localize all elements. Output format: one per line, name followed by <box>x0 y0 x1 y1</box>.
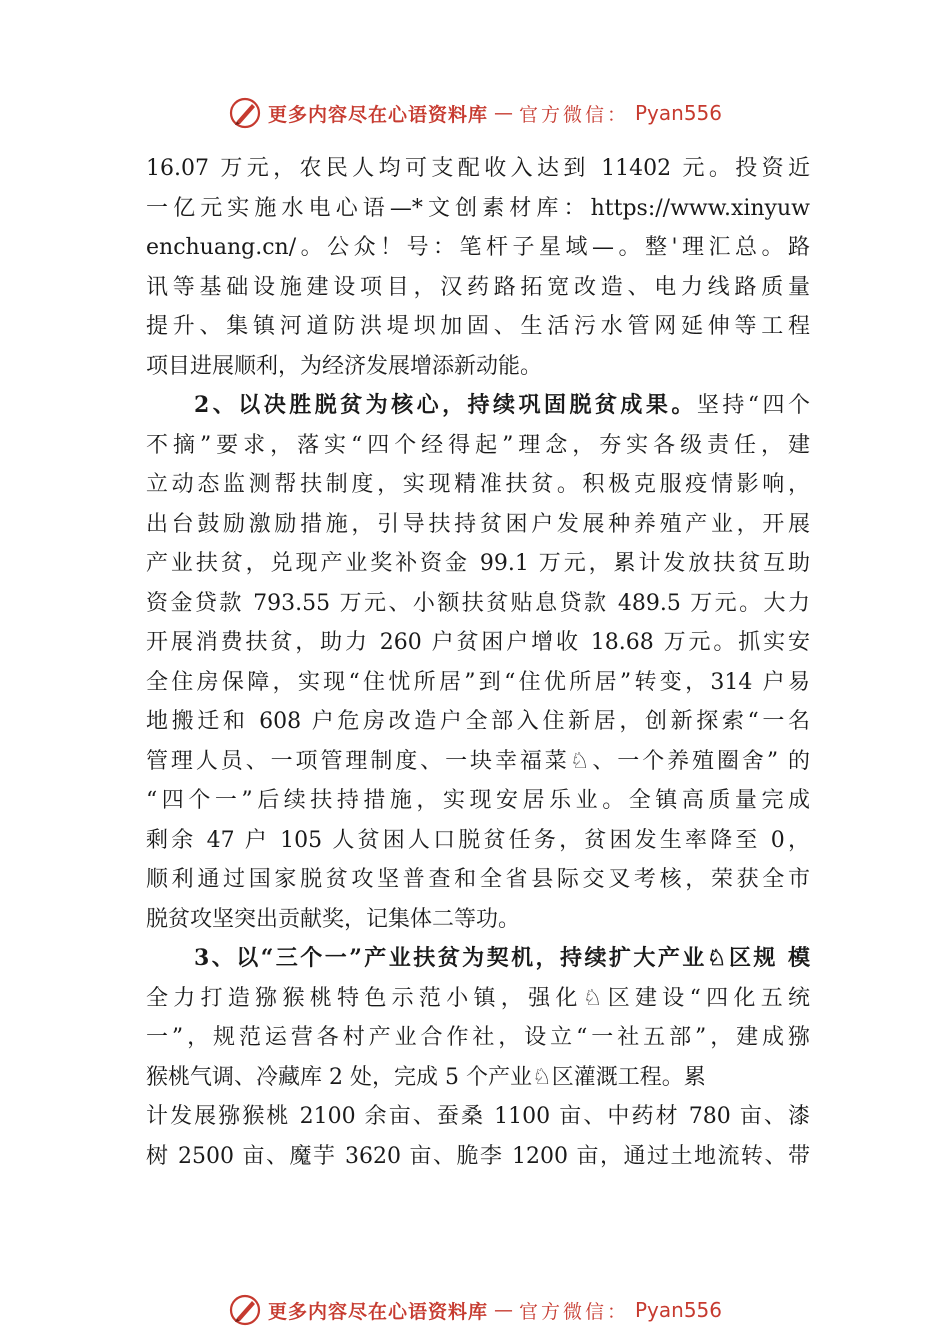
pen-logo-icon <box>228 1293 262 1327</box>
body-line: 不摘”要求，落实“四个经得起”理念，夯实各级责任，建 <box>146 432 810 458</box>
body-line: 猴桃气调、冷藏库 2 处，完成 5 个产业♘区灌溉工程。累 <box>146 1064 706 1090</box>
body-line: 一亿元实施水电心语—*文创素材库：https://www.xinyuw <box>146 195 810 221</box>
body-line: 计发展猕猴桃 2100 余亩、蚕桑 1100 亩、中药材 780 亩、漆 <box>146 1104 810 1129</box>
header-brand-text: 更多内容尽在心语资料库 <box>267 103 488 126</box>
body-line: 16.07 万元，农民人均可支配收入达到 11402 元。投资近 <box>146 156 810 181</box>
body-line: 一”，规范运营各村产业合作社，设立“一社五部”，建成猕 <box>146 1025 810 1050</box>
header-wechat-label: 官方微信： <box>518 103 629 126</box>
footer-banner <box>0 1293 950 1327</box>
body-line: 地搬迁和 608 户危房改造户全部入住新居，创新探索“一名 <box>146 709 810 734</box>
body-line: 全住房保障，实现“住忧所居”到“住优所居”转变，314 户易 <box>146 669 810 695</box>
section-heading-2: 2、以决胜脱贫为核心，持续巩固脱贫成果。坚持“四个 <box>194 392 810 418</box>
header-wechat-id: Pyan556 <box>635 101 723 125</box>
body-line: 顺利通过国家脱贫攻坚普查和全省县际交叉考核，荣获全市 <box>146 867 810 892</box>
body-line: 讯等基础设施建设项目，汉药路拓宽改造、电力线路质量 <box>146 274 810 300</box>
section-heading-3 <box>146 939 810 979</box>
body-line: 剩余 47 户 105 人贫困人口脱贫任务，贫困发生率降至 0， <box>146 827 810 853</box>
body-line: 立动态监测帮扶制度，实现精准扶贫。积极克服疫情影响， <box>146 472 810 497</box>
header-separator: — <box>493 102 513 124</box>
section-heading-bold: 2、以决胜脱贫为核心，持续巩固脱贫成果。 <box>194 392 697 418</box>
footer-separator: — <box>493 1299 513 1321</box>
header-banner <box>0 96 950 130</box>
footer-wechat-id: Pyan556 <box>635 1298 723 1322</box>
body-line: 开展消费扶贫，助力 260 户贫困户增收 18.68 万元。抓实安 <box>146 630 810 655</box>
body-line: enchuang.cn/。公众！号：笔杆子星域—。整'理汇总。路 <box>146 235 810 260</box>
body-line: 脱贫攻坚突出贡献奖，记集体二等功。 <box>146 906 521 932</box>
body-line: “四个一”后续扶持措施，实现安居乐业。全镇高质量完成 <box>146 788 810 813</box>
section-heading-bold: 3、以“三个一”产业扶贫为契机，持续扩大产业♘区规 模 <box>194 945 810 971</box>
document-body <box>146 149 810 1176</box>
body-line: 树 2500 亩、魔芋 3620 亩、脆李 1200 亩，通过土地流转、带 <box>146 1143 810 1169</box>
footer-brand-text: 更多内容尽在心语资料库 <box>267 1300 488 1323</box>
pen-logo-icon <box>228 96 262 130</box>
body-line: 全力打造猕猴桃特色示范小镇，强化♘区建设“四化五统 <box>146 985 810 1011</box>
body-line: 产业扶贫，兑现产业奖补资金 99.1 万元，累计发放扶贫互助 <box>146 551 810 576</box>
body-line: 资金贷款 793.55 万元、小额扶贫贴息贷款 489.5 万元。大力 <box>146 590 810 616</box>
body-line: 管理人员、一项管理制度、一块幸福菜♘、一个养殖圈舍” 的 <box>146 748 810 774</box>
body-line: 出台鼓励激励措施，引导扶持贫困户发展种养殖产业，开展 <box>146 511 810 537</box>
footer-wechat-label: 官方微信： <box>518 1300 629 1323</box>
body-line: 项目进展顺利，为经济发展增添新动能。 <box>146 353 543 379</box>
body-line: 提升、集镇河道防洪堤坝加固、生活污水管网延伸等工程 <box>146 314 810 339</box>
